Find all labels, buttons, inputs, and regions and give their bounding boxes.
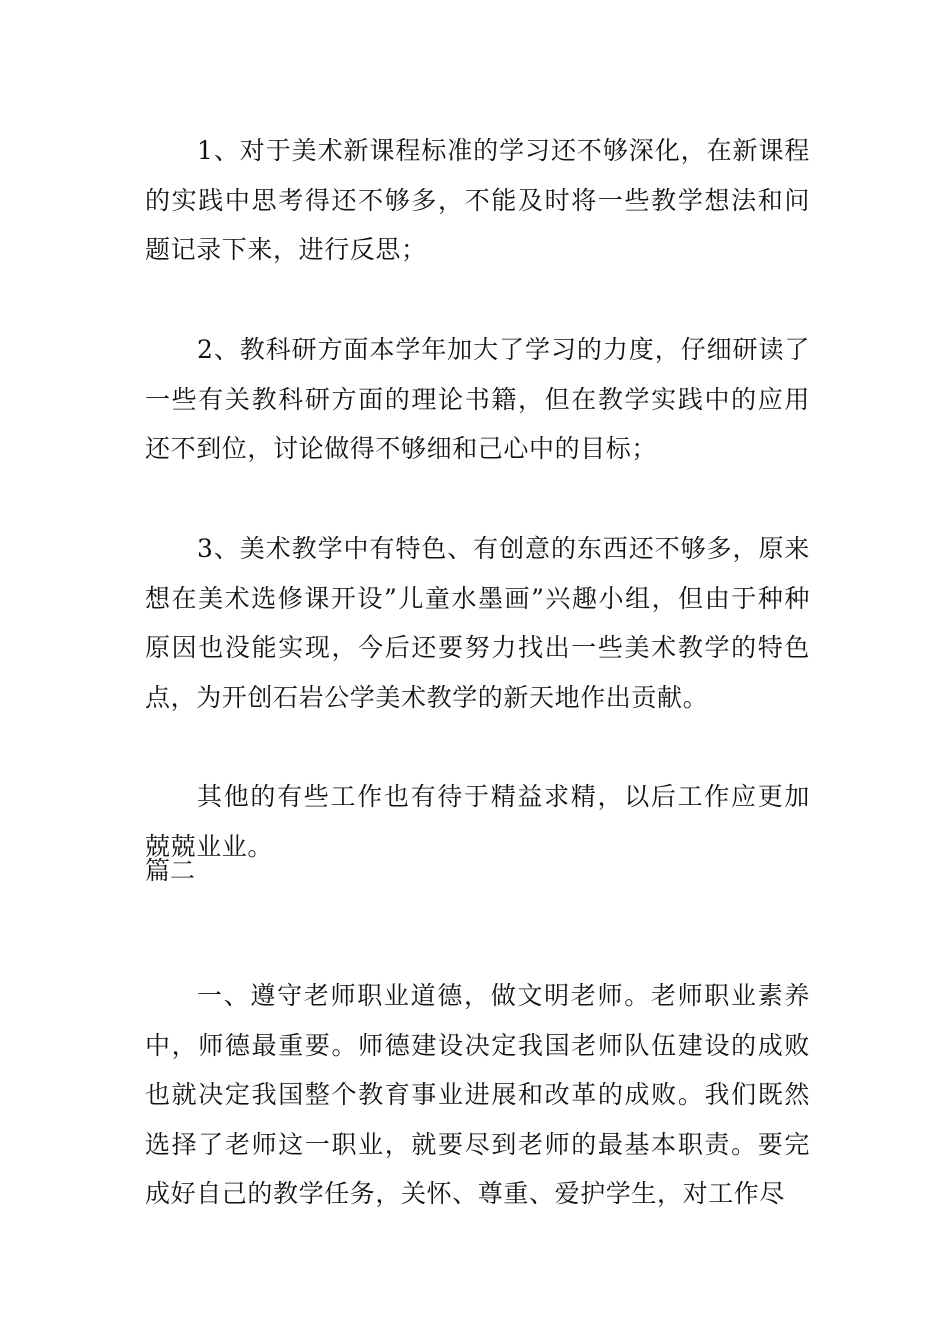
paragraph-2: 2、教科研方面本学年加大了学习的力度，仔细研读了一些有关教科研方面的理论书籍，但在教学实践中的应用还不到位，讨论做得不够细和己心中的目标； <box>145 335 810 463</box>
paragraph-3: 3、美术教学中有特色、有创意的东西还不够多，原来想在美术选修课开设”儿童水墨画”兴趣小组，但由于种种原因也没能实现，今后还要努力找出一些美术教学的特色点，为开创石岩公学美术教学的新天地作出贡献。 <box>145 534 810 712</box>
section-paragraph-1: 一、遵守老师职业道德，做文明老师。老师职业素养中，师德最重要。师德建设决定我国老师队伍建设的成败也就决定我国整个教育事业进展和改革的成败。我们既然选择了老师这一职业，就要尽到老师的最基本职责。要完成好自己的教学任务，关怀、尊重、爱护学生，对工作尽 <box>145 981 810 1208</box>
paragraph-4: 其他的有些工作也有待于精益求精，以后工作应更加兢兢业业。 <box>145 782 810 861</box>
paragraph-1: 1、对于美术新课程标准的学习还不够深化，在新课程的实践中思考得还不够多，不能及时将一些教学想法和问题记录下来，进行反思； <box>145 136 810 264</box>
section-heading: 篇二 <box>145 856 196 885</box>
